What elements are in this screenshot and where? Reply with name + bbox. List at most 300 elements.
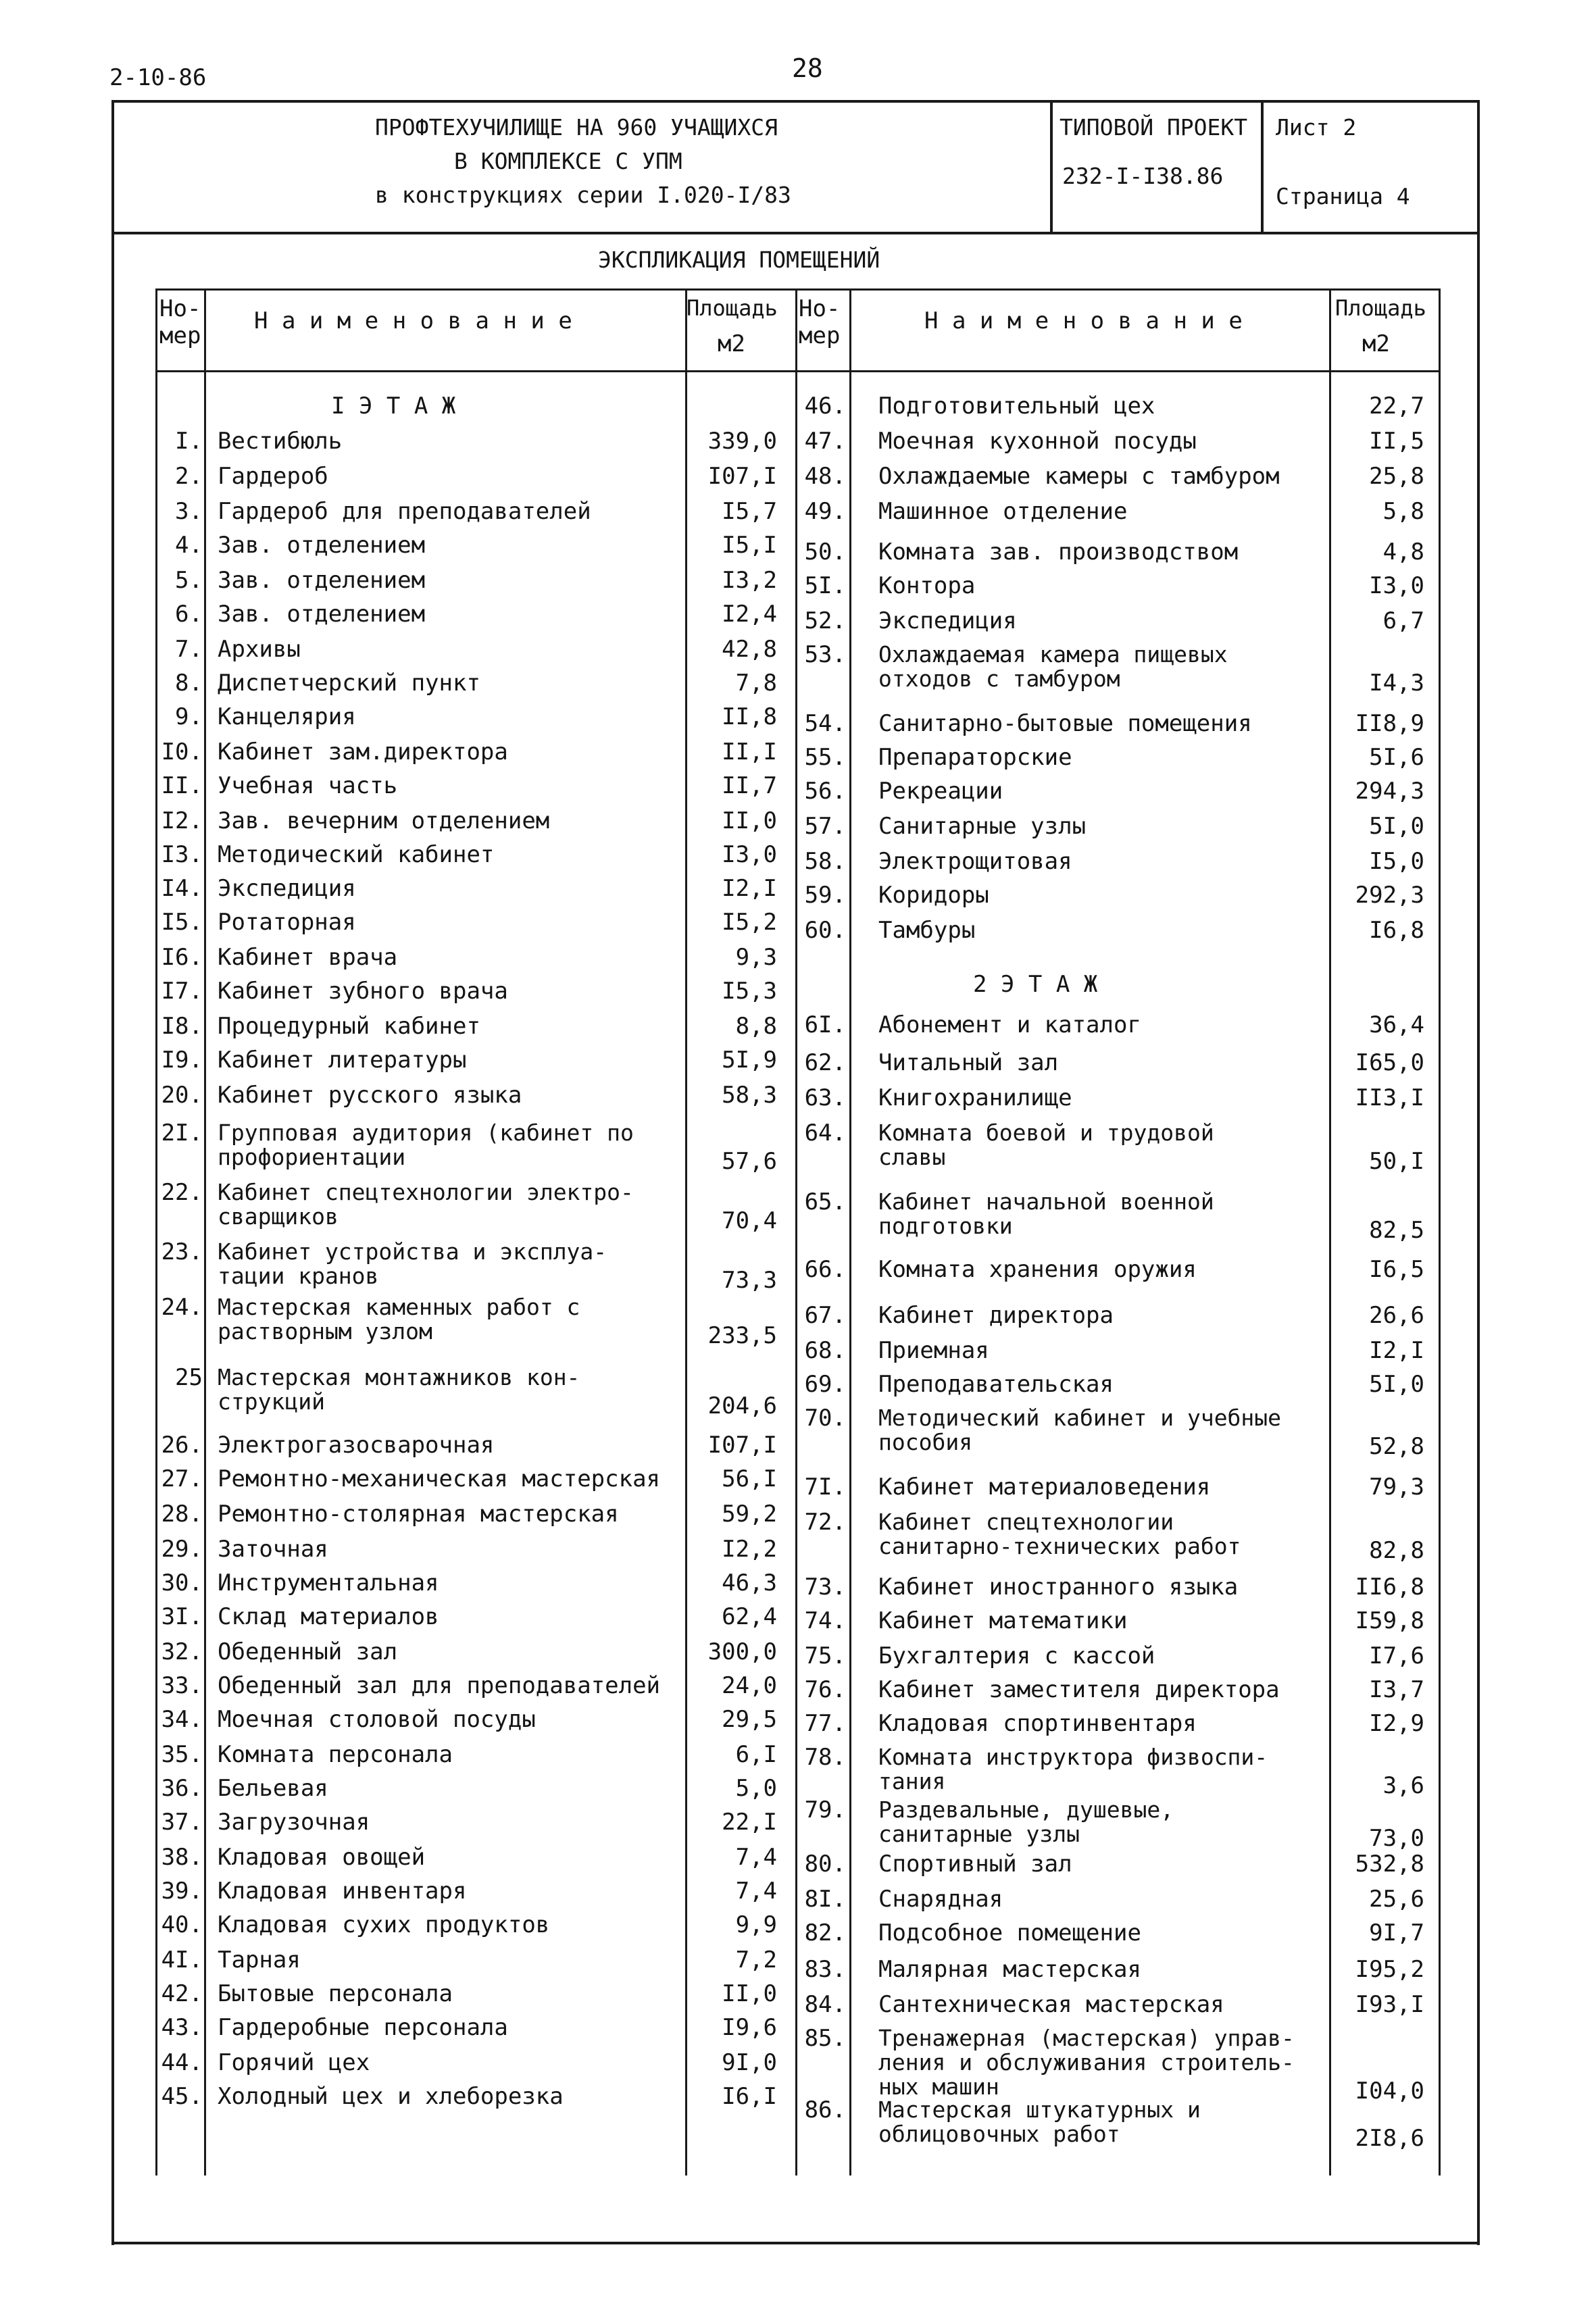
left-row-area: I07,I <box>707 463 777 490</box>
right-row-name: Комната хранения оружия <box>878 1256 1197 1283</box>
right-row-area: 52,8 <box>1369 1433 1424 1460</box>
title-line-2: В КОМПЛЕКСЕ С УПМ <box>454 148 682 174</box>
right-row-number: 66. <box>804 1256 846 1283</box>
left-row-number: I6. <box>161 944 203 971</box>
title-block-div1 <box>1050 100 1053 234</box>
left-row-name: Зав. отделением <box>218 567 426 594</box>
left-row-name: Комната персонала <box>218 1741 453 1768</box>
project-label: ТИПОВОЙ ПРОЕКТ <box>1059 114 1248 141</box>
right-row-area: I6,8 <box>1369 917 1424 944</box>
left-row-name: Электрогазосварочная <box>218 1432 495 1459</box>
right-row-area: 2I8,6 <box>1355 2125 1424 2152</box>
left-row-number: I0. <box>161 738 203 765</box>
left-row-area: 7,4 <box>735 1878 777 1905</box>
right-row-number: 65. <box>804 1188 846 1215</box>
right-row-area: I93,I <box>1355 1991 1424 2018</box>
left-row-name: Канцелярия <box>218 703 356 730</box>
right-row-name: ных машин <box>878 2073 999 2100</box>
left-row-number: 9. <box>175 703 203 730</box>
left-row-area: 6,I <box>735 1741 777 1768</box>
right-row-area: I4,3 <box>1369 670 1424 697</box>
right-row-name: облицовочных работ <box>878 2121 1120 2147</box>
right-row-area: I6,5 <box>1369 1256 1424 1283</box>
col-num-right-l2: мер <box>799 322 841 349</box>
left-row-area: I3,2 <box>722 567 777 594</box>
right-row-name: Кабинет заместителя директора <box>878 1676 1280 1703</box>
left-row-area: 62,4 <box>722 1603 777 1630</box>
right-row-number: 70. <box>804 1405 846 1432</box>
right-row-number: 82. <box>804 1919 846 1946</box>
right-row-area: 5I,0 <box>1369 813 1424 840</box>
right-row-area: 22,7 <box>1369 393 1424 420</box>
col-num-left-l2: мер <box>159 322 201 349</box>
frame-top <box>111 100 1480 103</box>
right-row-number: 62. <box>804 1049 846 1076</box>
right-row-number: 6I. <box>804 1011 846 1038</box>
left-row-name: Заточная <box>218 1536 328 1563</box>
left-row-number: 33. <box>161 1672 203 1699</box>
right-row-name: Охлаждаемые камеры с тамбуром <box>878 463 1280 490</box>
page-number: 28 <box>792 53 823 83</box>
left-row-number: 27. <box>161 1465 203 1492</box>
col-num-left-l1: Но- <box>159 295 201 322</box>
left-row-name: Загрузочная <box>218 1809 370 1836</box>
right-row-number: 55. <box>804 744 846 771</box>
right-row-name: Подготовительный цех <box>878 393 1155 420</box>
left-row-number: I7. <box>161 978 203 1005</box>
right-row-name: Снарядная <box>878 1886 1003 1913</box>
left-row-number: 22. <box>161 1179 203 1206</box>
left-row-name: Архивы <box>218 636 301 663</box>
right-row-name: Комната инструктора физвоспи- <box>878 1744 1268 1770</box>
right-row-area: 36,4 <box>1369 1011 1424 1038</box>
left-row-number: 40. <box>161 1911 203 1938</box>
left-row-area: 339,0 <box>707 428 777 455</box>
left-row-number: 26. <box>161 1432 203 1459</box>
right-row-area: I65,0 <box>1355 1049 1424 1076</box>
left-row-area: I2,4 <box>722 601 777 628</box>
left-row-number: 36. <box>161 1775 203 1802</box>
right-row-area: I04,0 <box>1355 2078 1424 2105</box>
right-row-name: Методический кабинет и учебные <box>878 1405 1282 1431</box>
left-row-area: II,0 <box>722 807 777 834</box>
right-row-name: ления и обслуживания строитель- <box>878 2049 1295 2076</box>
right-row-name: Тамбуры <box>878 917 976 944</box>
frame-right <box>1477 100 1480 2245</box>
left-row-area: 46,3 <box>722 1569 777 1596</box>
left-row-number: 3I. <box>161 1603 203 1630</box>
right-row-number: 48. <box>804 463 846 490</box>
title-line-3: в конструкциях серии I.020-I/83 <box>375 182 791 208</box>
left-row-number: I9. <box>161 1047 203 1074</box>
right-row-name: Моечная кухонной посуды <box>878 428 1197 455</box>
left-row-number: 24. <box>161 1294 203 1321</box>
right-row-name: Малярная мастерская <box>878 1956 1141 1983</box>
right-row-area: I7,6 <box>1369 1642 1424 1669</box>
right-row-name: Препараторские <box>878 744 1072 771</box>
right-row-number: 85. <box>804 2025 846 2052</box>
left-row-name: Зав. отделением <box>218 601 426 628</box>
right-row-number: 69. <box>804 1371 846 1398</box>
right-row-name: отходов с тамбуром <box>878 665 1120 692</box>
left-row-area: 233,5 <box>707 1322 777 1349</box>
right-row-name: Бухгалтерия с кассой <box>878 1642 1155 1669</box>
right-row-number: 74. <box>804 1607 846 1634</box>
right-row-name: подготовки <box>878 1213 1013 1239</box>
left-row-number: 30. <box>161 1569 203 1596</box>
left-row-name: тации кранов <box>218 1263 379 1289</box>
left-row-name: Экспедиция <box>218 875 356 902</box>
left-row-name: Гардероб <box>218 463 328 490</box>
left-row-name: Кладовая овощей <box>218 1844 426 1871</box>
right-row-area: 6,7 <box>1382 607 1424 634</box>
left-row-name: Групповая аудитория (кабинет по <box>218 1120 634 1146</box>
left-row-number: 2. <box>175 463 203 490</box>
left-row-name: Ремонтно-столярная мастерская <box>218 1501 619 1528</box>
left-row-name: Ремонтно-механическая мастерская <box>218 1465 661 1492</box>
title-line-1: ПРОФТЕХУЧИЛИЩЕ НА 960 УЧАЩИХСЯ <box>375 114 778 141</box>
left-row-name: Обеденный зал <box>218 1638 398 1665</box>
col-area-left-l1: Площадь <box>687 295 778 321</box>
right-row-area: I95,2 <box>1355 1956 1424 1983</box>
right-row-number: 60. <box>804 917 846 944</box>
right-row-area: I59,8 <box>1355 1607 1424 1634</box>
left-row-name: Холодный цех и хлеборезка <box>218 2083 564 2110</box>
right-row-number: 67. <box>804 1302 846 1329</box>
floor-heading-1: I Э Т А Ж <box>331 393 456 420</box>
left-row-area: 73,3 <box>722 1267 777 1294</box>
right-row-name: Рекреации <box>878 778 1003 805</box>
left-row-number: I8. <box>161 1013 203 1040</box>
right-row-number: 75. <box>804 1642 846 1669</box>
left-row-number: 42. <box>161 1980 203 2007</box>
right-row-number: 68. <box>804 1337 846 1364</box>
left-row-area: 300,0 <box>707 1638 777 1665</box>
right-row-name: Кабинет иностранного языка <box>878 1574 1239 1601</box>
right-row-name: Кладовая спортинвентаря <box>878 1710 1197 1737</box>
table-title: ЭКСПЛИКАЦИЯ ПОМЕЩЕНИЙ <box>598 247 880 273</box>
right-row-number: 64. <box>804 1120 846 1147</box>
right-row-area: 4,8 <box>1382 538 1424 565</box>
right-row-name: Кабинет начальной военной <box>878 1188 1214 1215</box>
left-row-number: 44. <box>161 2049 203 2076</box>
left-row-number: 43. <box>161 2014 203 2041</box>
left-row-area: 56,I <box>722 1465 777 1492</box>
left-row-number: 39. <box>161 1878 203 1905</box>
left-row-area: 22,I <box>722 1809 777 1836</box>
right-row-number: 76. <box>804 1676 846 1703</box>
left-row-name: Мастерская монтажников кон- <box>218 1364 580 1390</box>
right-row-number: 63. <box>804 1084 846 1111</box>
left-row-area: I2,2 <box>722 1536 777 1563</box>
left-row-area: 5,0 <box>735 1775 777 1802</box>
right-row-name: Абонемент и каталог <box>878 1011 1141 1038</box>
right-row-name: Мастерская штукатурных и <box>878 2096 1201 2123</box>
right-row-area: 9I,7 <box>1369 1919 1424 1946</box>
left-row-number: 4I. <box>161 1946 203 1973</box>
right-row-name: Тренажерная (мастерская) управ- <box>878 2025 1295 2051</box>
right-row-number: 53. <box>804 641 846 668</box>
right-row-area: 79,3 <box>1369 1474 1424 1501</box>
right-row-area: 5I,0 <box>1369 1371 1424 1398</box>
left-row-area: I5,3 <box>722 978 777 1005</box>
left-row-area: I3,0 <box>722 841 777 868</box>
right-row-number: 78. <box>804 1744 846 1771</box>
right-row-number: 5I. <box>804 572 846 599</box>
left-row-area: 29,5 <box>722 1706 777 1733</box>
right-row-number: 54. <box>804 710 846 737</box>
left-row-number: 28. <box>161 1501 203 1528</box>
left-row-name: профориентации <box>218 1144 406 1170</box>
right-row-number: 49. <box>804 498 846 525</box>
right-row-area: 25,8 <box>1369 463 1424 490</box>
left-row-name: Склад материалов <box>218 1603 439 1630</box>
col-name-right: Н а и м е н о в а н и е <box>924 307 1243 334</box>
right-row-name: пособия <box>878 1429 973 1455</box>
right-row-name: Раздевальные, душевые, <box>878 1796 1174 1823</box>
left-row-area: I5,I <box>722 532 777 559</box>
left-row-name: Бельевая <box>218 1775 328 1802</box>
frame-bottom <box>111 2242 1480 2244</box>
left-row-area: I6,I <box>722 2083 777 2110</box>
right-row-area: 73,0 <box>1369 1825 1424 1852</box>
right-row-name: Комната зав. производством <box>878 538 1239 565</box>
right-row-number: 80. <box>804 1851 846 1878</box>
right-row-area: II6,8 <box>1355 1574 1424 1601</box>
left-row-number: 32. <box>161 1638 203 1665</box>
frame-left <box>111 100 114 2245</box>
left-row-number: I5. <box>161 909 203 936</box>
right-row-name: Книгохранилище <box>878 1084 1072 1111</box>
left-row-name: Тарная <box>218 1946 301 1973</box>
left-row-area: 9,9 <box>735 1911 777 1938</box>
left-row-area: 59,2 <box>722 1501 777 1528</box>
right-row-name: Комната боевой и трудовой <box>878 1120 1214 1146</box>
left-row-name: Моечная столовой посуды <box>218 1706 536 1733</box>
right-row-area: I2,I <box>1369 1337 1424 1364</box>
col-name-left: Н а и м е н о в а н и е <box>254 307 572 334</box>
left-row-name: сварщиков <box>218 1203 339 1230</box>
left-row-name: Ротаторная <box>218 909 356 936</box>
left-row-area: 58,3 <box>722 1082 777 1109</box>
title-block-div2 <box>1261 100 1264 234</box>
right-row-area: 50,I <box>1369 1148 1424 1175</box>
right-row-name: Кабинет спецтехнологии <box>878 1509 1174 1535</box>
right-row-area: II8,9 <box>1355 710 1424 737</box>
left-row-name: Кабинет литературы <box>218 1047 467 1074</box>
right-row-area: 3,6 <box>1382 1772 1424 1799</box>
right-row-name: санитарно-технических работ <box>878 1533 1241 1559</box>
left-row-number: 35. <box>161 1741 203 1768</box>
left-row-number: I3. <box>161 841 203 868</box>
right-row-name: Читальный зал <box>878 1049 1059 1076</box>
right-row-area: 532,8 <box>1355 1851 1424 1878</box>
col-area-right-l1: Площадь <box>1335 295 1426 321</box>
sheet-label: Лист 2 <box>1276 114 1357 141</box>
right-row-number: 50. <box>804 538 846 565</box>
right-row-area: I3,0 <box>1369 572 1424 599</box>
left-row-name: Кабинет устройства и эксплуа- <box>218 1238 607 1265</box>
left-row-area: II,I <box>722 738 777 765</box>
left-row-number: I. <box>175 428 203 455</box>
left-row-name: Учебная часть <box>218 772 398 799</box>
left-row-number: 6. <box>175 601 203 628</box>
right-row-name: Коридоры <box>878 882 989 909</box>
right-row-number: 58. <box>804 848 846 875</box>
left-row-area: I5,2 <box>722 909 777 936</box>
right-row-area: 294,3 <box>1355 778 1424 805</box>
left-row-name: Гардероб для преподавателей <box>218 498 591 525</box>
right-row-name: Контора <box>878 572 976 599</box>
left-row-area: 5I,9 <box>722 1047 777 1074</box>
right-row-name: Кабинет материаловедения <box>878 1474 1211 1501</box>
left-row-area: I9,6 <box>722 2014 777 2041</box>
left-row-name: Бытовые персонала <box>218 1980 453 2007</box>
right-row-number: 52. <box>804 607 846 634</box>
right-row-number: 77. <box>804 1710 846 1737</box>
title-block-bottom <box>111 232 1480 234</box>
left-row-area: 70,4 <box>722 1207 777 1234</box>
left-row-area: I5,7 <box>722 498 777 525</box>
left-row-name: Кабинет зубного врача <box>218 978 508 1005</box>
right-row-number: 56. <box>804 778 846 805</box>
left-row-name: Обеденный зал для преподавателей <box>218 1672 661 1699</box>
left-row-number: 23. <box>161 1238 203 1265</box>
left-row-area: II,7 <box>722 772 777 799</box>
right-row-area: II3,I <box>1355 1084 1424 1111</box>
right-row-number: 86. <box>804 2096 846 2123</box>
right-row-name: Кабинет директора <box>878 1302 1114 1329</box>
right-row-name: Преподавательская <box>878 1371 1114 1398</box>
right-row-name: Сантехническая мастерская <box>878 1991 1224 2018</box>
left-row-name: Горячий цех <box>218 2049 370 2076</box>
right-row-name: Охлаждаемая камера пищевых <box>878 641 1228 668</box>
col-area-right-l2: м2 <box>1362 330 1390 357</box>
left-row-number: 37. <box>161 1809 203 1836</box>
right-row-name: Экспедиция <box>878 607 1017 634</box>
left-row-name: Кабинет русского языка <box>218 1082 522 1109</box>
floor-heading-2: 2 Э Т А Ж <box>973 971 1098 998</box>
left-row-number: 45. <box>161 2083 203 2110</box>
left-row-number: 4. <box>175 532 203 559</box>
page-label: Страница 4 <box>1276 183 1410 209</box>
right-row-number: 8I. <box>804 1886 846 1913</box>
left-row-name: Кладовая сухих продуктов <box>218 1911 550 1938</box>
right-row-area: 82,8 <box>1369 1537 1424 1564</box>
left-row-number: I4. <box>161 875 203 902</box>
right-row-number: 7I. <box>804 1474 846 1501</box>
right-row-area: 5I,6 <box>1369 744 1424 771</box>
left-row-name: Мастерская каменных работ с <box>218 1294 580 1320</box>
right-row-area: II,5 <box>1369 428 1424 455</box>
left-row-name: Вестибюль <box>218 428 343 455</box>
left-row-number: 5. <box>175 567 203 594</box>
col-num-right-l1: Но- <box>799 295 841 322</box>
corner-code: 2-10-86 <box>109 64 207 91</box>
right-row-number: 83. <box>804 1956 846 1983</box>
right-row-area: 82,5 <box>1369 1217 1424 1244</box>
left-row-name: Диспетчерский пункт <box>218 670 480 697</box>
right-row-number: 73. <box>804 1574 846 1601</box>
left-row-name: Методический кабинет <box>218 841 495 868</box>
left-row-area: 7,4 <box>735 1844 777 1871</box>
left-row-name: Гардеробные персонала <box>218 2014 508 2041</box>
right-row-name: Электрощитовая <box>878 848 1072 875</box>
left-row-area: 204,6 <box>707 1392 777 1419</box>
right-row-area: 26,6 <box>1369 1302 1424 1329</box>
left-row-name: Процедурный кабинет <box>218 1013 480 1040</box>
left-row-name: Зав. вечерним отделением <box>218 807 550 834</box>
right-row-number: 79. <box>804 1796 846 1823</box>
left-row-name: Кабинет спецтехнологии электро- <box>218 1179 634 1205</box>
project-code: 232-I-I38.86 <box>1062 163 1224 189</box>
left-row-number: 8. <box>175 670 203 697</box>
right-row-number: 46. <box>804 393 846 420</box>
right-row-area: I2,9 <box>1369 1710 1424 1737</box>
right-row-area: 25,6 <box>1369 1886 1424 1913</box>
left-row-number: 25 <box>175 1364 203 1391</box>
left-row-name: Зав. отделением <box>218 532 426 559</box>
left-row-area: I2,I <box>722 875 777 902</box>
left-row-name: Кладовая инвентаря <box>218 1878 467 1905</box>
left-row-area: 9I,0 <box>722 2049 777 2076</box>
right-row-name: Санитарно-бытовые помещения <box>878 710 1252 737</box>
right-row-name: Спортивный зал <box>878 1851 1072 1878</box>
right-row-number: 59. <box>804 882 846 909</box>
right-row-area: I5,0 <box>1369 848 1424 875</box>
right-row-name: славы <box>878 1144 946 1170</box>
right-row-number: 57. <box>804 813 846 840</box>
left-row-name: струкций <box>218 1388 325 1415</box>
left-row-number: 20. <box>161 1082 203 1109</box>
left-row-name: Кабинет зам.директора <box>218 738 508 765</box>
left-row-number: 2I. <box>161 1120 203 1147</box>
right-row-name: Санитарные узлы <box>878 813 1087 840</box>
right-row-name: Приемная <box>878 1337 989 1364</box>
left-row-number: 38. <box>161 1844 203 1871</box>
left-row-area: 7,8 <box>735 670 777 697</box>
left-row-area: I07,I <box>707 1432 777 1459</box>
left-row-area: 42,8 <box>722 636 777 663</box>
left-row-area: 8,8 <box>735 1013 777 1040</box>
right-row-name: Кабинет математики <box>878 1607 1128 1634</box>
left-row-number: 3. <box>175 498 203 525</box>
right-row-area: I3,7 <box>1369 1676 1424 1703</box>
left-row-area: II,0 <box>722 1980 777 2007</box>
left-row-area: 7,2 <box>735 1946 777 1973</box>
right-row-area: 292,3 <box>1355 882 1424 909</box>
right-row-name: Машинное отделение <box>878 498 1128 525</box>
left-row-name: Кабинет врача <box>218 944 398 971</box>
left-row-number: 34. <box>161 1706 203 1733</box>
right-row-number: 72. <box>804 1509 846 1536</box>
col-area-left-l2: м2 <box>718 330 745 357</box>
left-row-name: Инструментальная <box>218 1569 439 1596</box>
left-row-name: растворным узлом <box>218 1318 432 1344</box>
left-row-number: 7. <box>175 636 203 663</box>
left-row-number: I2. <box>161 807 203 834</box>
right-row-area: 5,8 <box>1382 498 1424 525</box>
left-row-area: 24,0 <box>722 1672 777 1699</box>
right-row-name: тания <box>878 1768 946 1794</box>
right-row-name: Подсобное помещение <box>878 1919 1141 1946</box>
left-row-area: 9,3 <box>735 944 777 971</box>
right-row-number: 47. <box>804 428 846 455</box>
left-row-area: II,8 <box>722 703 777 730</box>
left-row-number: 29. <box>161 1536 203 1563</box>
left-row-number: II. <box>161 772 203 799</box>
right-row-number: 84. <box>804 1991 846 2018</box>
